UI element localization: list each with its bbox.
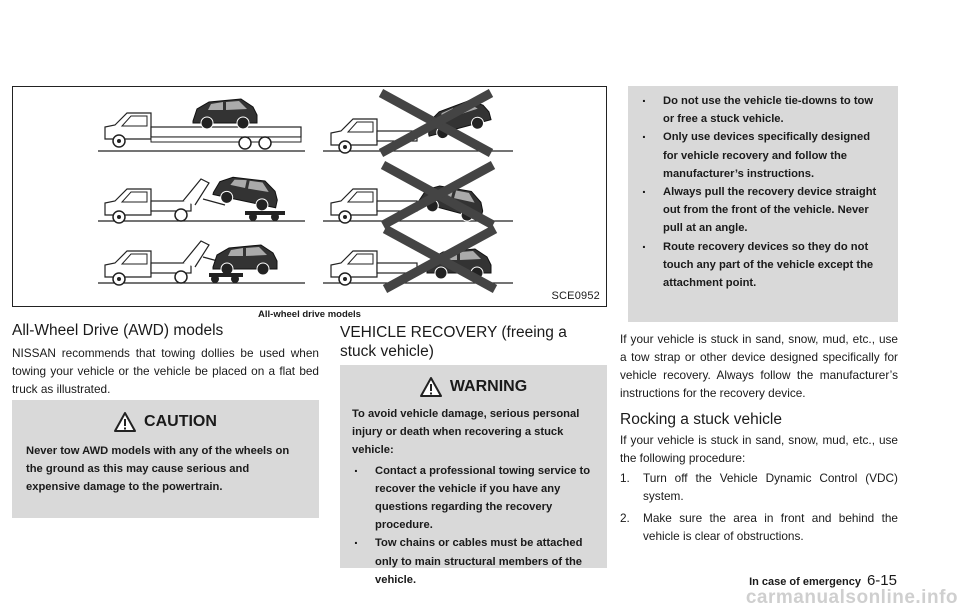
page-number: 6-15 [866, 572, 897, 589]
recovery-heading: VEHICLE RECOVERY (freeing a stuck vehicle) [340, 324, 567, 360]
rocking-paragraph: If your vehicle is stuck in sand, snow, mud, etc., use the following procedure: [620, 433, 898, 465]
awd-paragraph: NISSAN recommends that towing dollies be used when towing your vehicle or the vehicle be placed on a flat bed truck as illustrated. [12, 346, 319, 396]
warning-bullet: . Tow chains or cables must be attached only to main structural members of the vehicle. [352, 534, 595, 589]
warning-header [352, 377, 595, 397]
warning-bullet: . Route recovery devices so they do not touch any part of the vehicle except the attachment point. [640, 238, 886, 293]
figure-caption: All-wheel drive models [258, 309, 361, 320]
warning-title: WARNING [449, 378, 528, 395]
caution-header [26, 412, 305, 432]
caution-text: Never tow AWD models with any of the wheels on the ground as this may cause serious and expensive damage to the powertrain. [26, 445, 290, 494]
caution-title: CAUTION [144, 413, 217, 430]
recovery-heading-block [340, 323, 607, 361]
warning-bullets-2 [640, 92, 886, 292]
awd-heading: All-Wheel Drive (AWD) models [12, 322, 224, 339]
footer-section: In case of emergency [749, 576, 861, 588]
warning-bullet: . Contact a professional towing service to recover the vehicle if you have any questions regarding the recovery procedure. [352, 462, 595, 535]
warning-bullet: . Do not use the vehicle tie-downs to tow or free a stuck vehicle. [640, 92, 886, 128]
recovery-paragraph: If your vehicle is stuck in sand, snow, mud, etc., use a tow strap or other device designed specifically for vehicle recovery. Always follow the manufacturer’s instructions for the recovery device. [620, 332, 898, 400]
rocking-section [620, 330, 898, 545]
rocking-steps [620, 469, 898, 545]
rocking-step: 1. Turn off the Vehicle Dynamic Control (VDC) system. [620, 471, 898, 503]
figure-code: SCE0952 [551, 290, 600, 302]
warning-bullets-1 [352, 462, 595, 589]
warning-box-part2 [628, 86, 898, 322]
rocking-step: 2. Make sure the area in front and behind the vehicle is clear of obstructions. [620, 511, 898, 543]
warning-triangle-icon [114, 412, 136, 432]
towing-illustration [12, 86, 607, 307]
warning-triangle-icon [420, 377, 442, 397]
rocking-heading: Rocking a stuck vehicle [620, 411, 782, 428]
warning-box-part1 [340, 365, 607, 586]
caution-box [12, 400, 319, 518]
watermark: carmanualsonline.info [745, 587, 958, 608]
warning-bullet: . Only use devices specifically designed for vehicle recovery and follow the manufacturer’s instructions. [640, 128, 886, 183]
warning-bullet: . Always pull the recovery device straight out from the front of the vehicle. Never pull at an angle. [640, 183, 886, 238]
awd-section [12, 321, 319, 398]
towing-diagram [13, 87, 606, 306]
warning-intro: To avoid vehicle damage, serious personal injury or death when recovering a stuck vehicle: [352, 408, 580, 457]
